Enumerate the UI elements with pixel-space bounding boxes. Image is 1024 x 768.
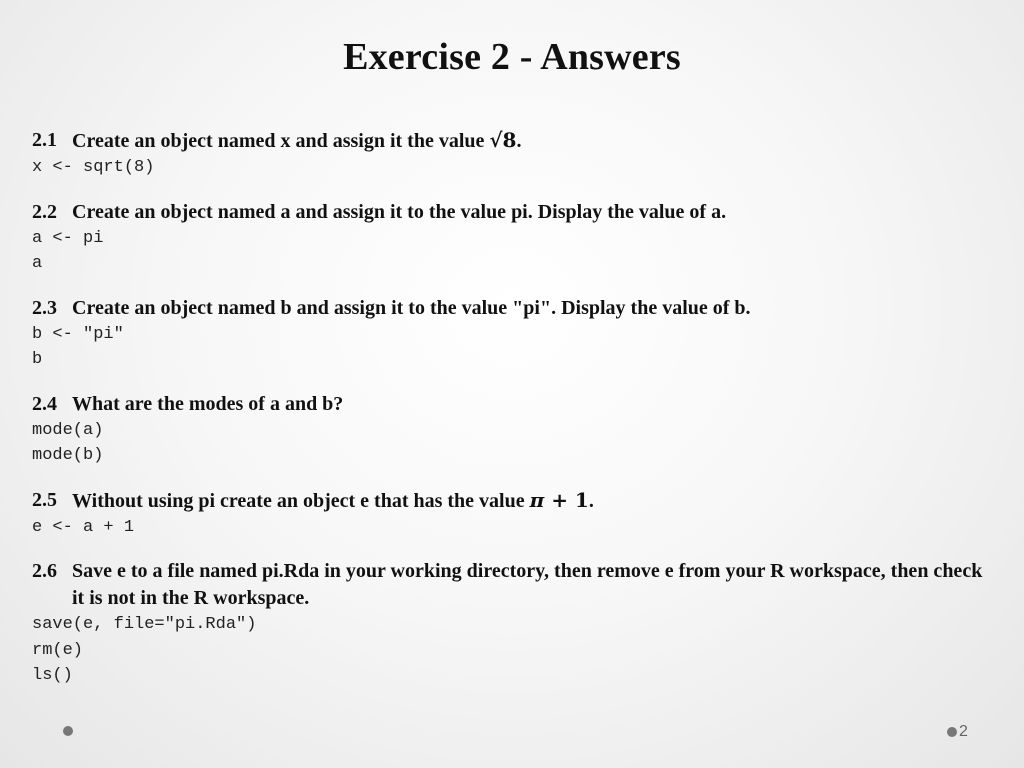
question-text: Save e to a file named pi.Rda in your working directory, then remove e from your R workspace, then check it is not in the R workspace. — [72, 560, 983, 609]
code-line: ls() — [32, 666, 73, 685]
code-line: rm(e) — [32, 640, 84, 660]
question-number: 2.4 — [32, 392, 57, 415]
question-text: Create an object named a and assign it to the value pi. Display the value of a. — [72, 200, 727, 223]
question — [32, 487, 992, 515]
question-number: 2.5 — [32, 488, 57, 511]
question-number: 2.1 — [32, 129, 57, 151]
code-line: e <- a + 1 — [32, 517, 135, 537]
code-line: a <- pi — [32, 228, 104, 248]
code-line: b <- "pi" — [32, 324, 124, 344]
exercise-list — [32, 127, 992, 707]
question — [32, 199, 992, 226]
question — [32, 391, 992, 418]
question — [32, 558, 992, 612]
question-text-part: Create an object named x and assign it the value — [72, 130, 490, 152]
code-line: x <- sqrt(8) — [32, 158, 155, 177]
code-line: mode(a) — [32, 420, 104, 440]
question — [32, 295, 992, 322]
math-plus-one: + 1 — [544, 487, 589, 512]
exercise-2-3 — [32, 295, 992, 373]
page-number: 2 — [959, 723, 968, 740]
question-text: Create an object named b and assign it to the value "pi". Display the value of b. — [72, 296, 751, 319]
slide-title: Exercise 2 - Answers — [343, 36, 681, 78]
exercise-2-5 — [32, 487, 992, 541]
footer-bullet-left — [63, 726, 73, 736]
code-line: b — [32, 350, 43, 369]
question-text: What are the modes of a and b? — [72, 392, 344, 415]
exercise-2-2 — [32, 199, 992, 277]
exercise-2-4 — [32, 391, 992, 469]
question-text — [72, 487, 992, 515]
question-number: 2.6 — [32, 560, 57, 582]
code-line: mode(b) — [32, 446, 104, 465]
exercise-2-6 — [32, 558, 992, 689]
question — [32, 127, 992, 155]
math-pi-symbol: π — [529, 487, 545, 512]
question-text-part: Without using pi create an object e that has the value — [72, 489, 530, 512]
code-line: save(e, file="pi.Rda") — [32, 615, 257, 634]
math-sqrt-8: √8 — [489, 128, 517, 152]
question-text-end: . — [516, 130, 522, 152]
question-text — [72, 127, 992, 155]
question-text-end: . — [588, 489, 594, 512]
exercise-2-1 — [32, 127, 992, 181]
code-line: a — [32, 254, 43, 273]
question-number: 2.3 — [32, 296, 57, 319]
footer-bullet-right — [947, 727, 957, 737]
question-number: 2.2 — [32, 200, 57, 223]
